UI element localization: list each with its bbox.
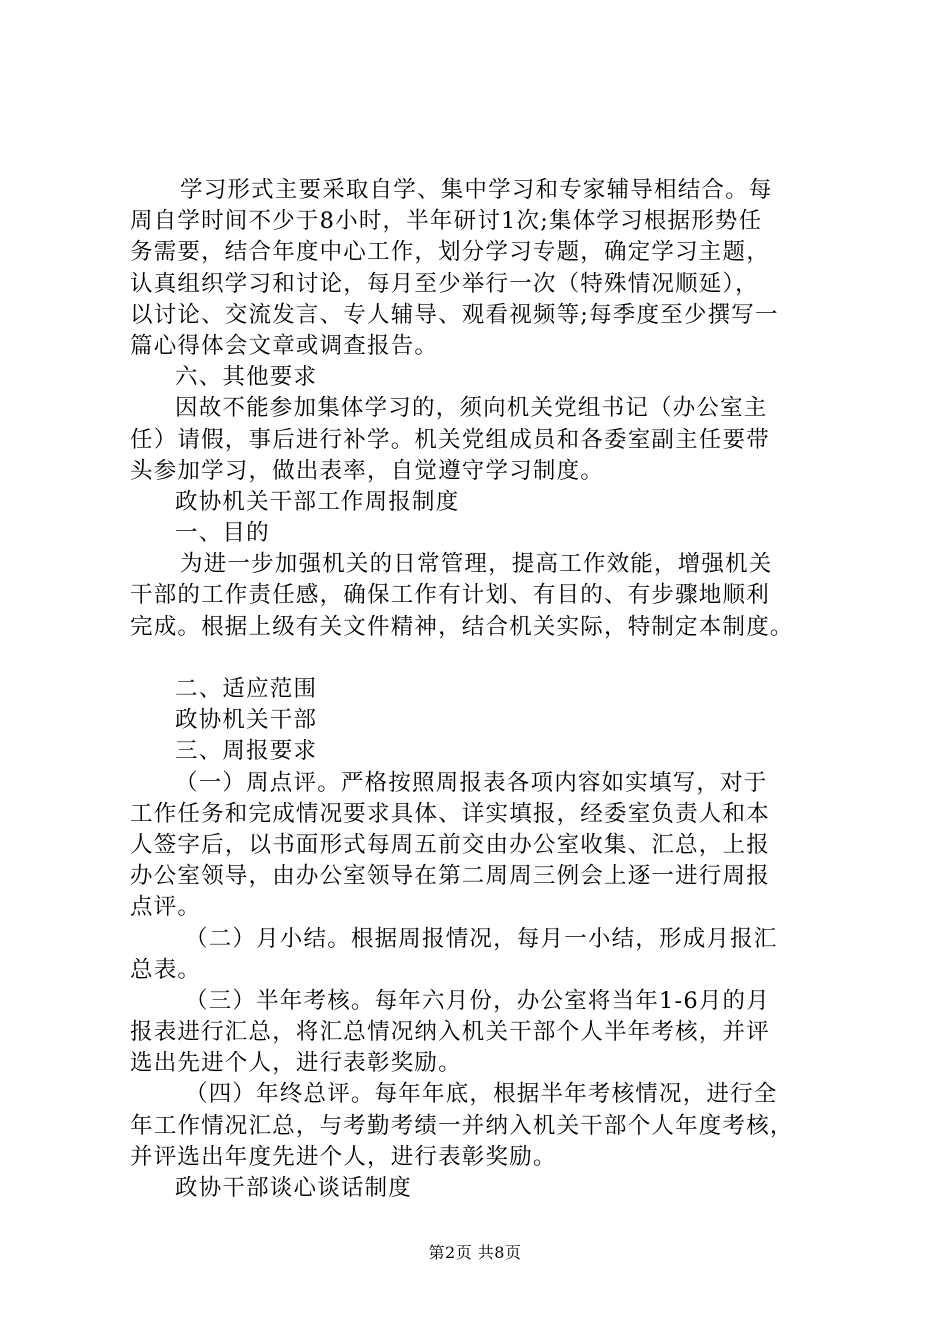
document-body xyxy=(130,175,850,1204)
paragraph-line: 周自学时间不少于8小时，半年研讨1次;集体学习根据形势任 xyxy=(130,208,763,235)
paragraph-line: 人签字后，以书面形式每周五前交由办公室收集、汇总，上报 xyxy=(130,831,770,858)
paragraph-line: 总表。 xyxy=(130,956,202,983)
paragraph-line: 并评选出年度先进个人，进行表彰奖励。 xyxy=(130,1143,557,1170)
document-title: 政协干部谈心谈话制度 xyxy=(175,1175,413,1201)
paragraph-line: 务需要，结合年度中心工作，划分学习专题，确定学习主题， xyxy=(130,239,770,266)
section-heading: 二、适应范围 xyxy=(175,676,318,702)
paragraph-line: 学习形式主要采取自学、集中学习和专家辅导相结合。每 xyxy=(180,177,773,203)
paragraph-line: 篇心得体会文章或调查报告。 xyxy=(130,332,439,359)
paragraph-line: （二）月小结。根据周报情况，每月一小结，形成月报汇 xyxy=(185,925,778,952)
paragraph-line: （三）半年考核。每年六月份，办公室将当年1-6月的月 xyxy=(185,987,770,1014)
blank-line xyxy=(130,643,850,674)
paragraph-line: （四）年终总评。每年年底，根据半年考核情况，进行全 xyxy=(185,1081,778,1108)
paragraph-line: 办公室领导，由办公室领导在第二周周三例会上逐一进行周报 xyxy=(130,863,770,890)
paragraph-line: 认真组织学习和讨论，每月至少举行一次（特殊情况顺延）， xyxy=(130,270,759,297)
section-heading: 一、目的 xyxy=(175,520,270,547)
section-heading: 三、周报要求 xyxy=(175,738,318,765)
document-title: 政协机关干部工作周报制度 xyxy=(175,488,460,515)
paragraph-line: 选出先进个人，进行表彰奖励。 xyxy=(130,1050,462,1077)
section-heading: 六、其他要求 xyxy=(175,364,318,391)
paragraph-line: （一）周点评。严格按照周报表各项内容如实填写，对于 xyxy=(175,769,768,796)
paragraph-line: 完成。根据上级有关文件精神，结合机关实际，特制定本制度。 xyxy=(130,613,794,640)
paragraph-line: 工作任务和完成情况要求具体、详实填报，经委室负责人和本 xyxy=(130,800,770,827)
paragraph-line: 政协机关干部 xyxy=(175,707,318,734)
paragraph-line: 因故不能参加集体学习的，须向机关党组书记（办公室主 xyxy=(175,395,768,422)
paragraph-line: 头参加学习，做出表率，自觉遵守学习制度。 xyxy=(130,457,605,484)
paragraph-line: 年工作情况汇总，与考勤考绩一并纳入机关干部个人年度考核， xyxy=(130,1112,794,1139)
paragraph-line: 报表进行汇总，将汇总情况纳入机关干部个人半年考核，并评 xyxy=(130,1019,770,1046)
paragraph-line: 以讨论、交流发言、专人辅导、观看视频等;每季度至少撰写一 xyxy=(130,301,779,328)
paragraph-line: 为进一步加强机关的日常管理，提高工作效能，增强机关 xyxy=(180,551,773,578)
paragraph-line: 点评。 xyxy=(130,894,202,921)
page-footer: 第2页 共8页 xyxy=(428,1243,522,1262)
paragraph-line: 干部的工作责任感，确保工作有计划、有目的、有步骤地顺利 xyxy=(130,582,770,609)
paragraph-line: 任）请假，事后进行补学。机关党组成员和各委室副主任要带 xyxy=(130,426,770,453)
